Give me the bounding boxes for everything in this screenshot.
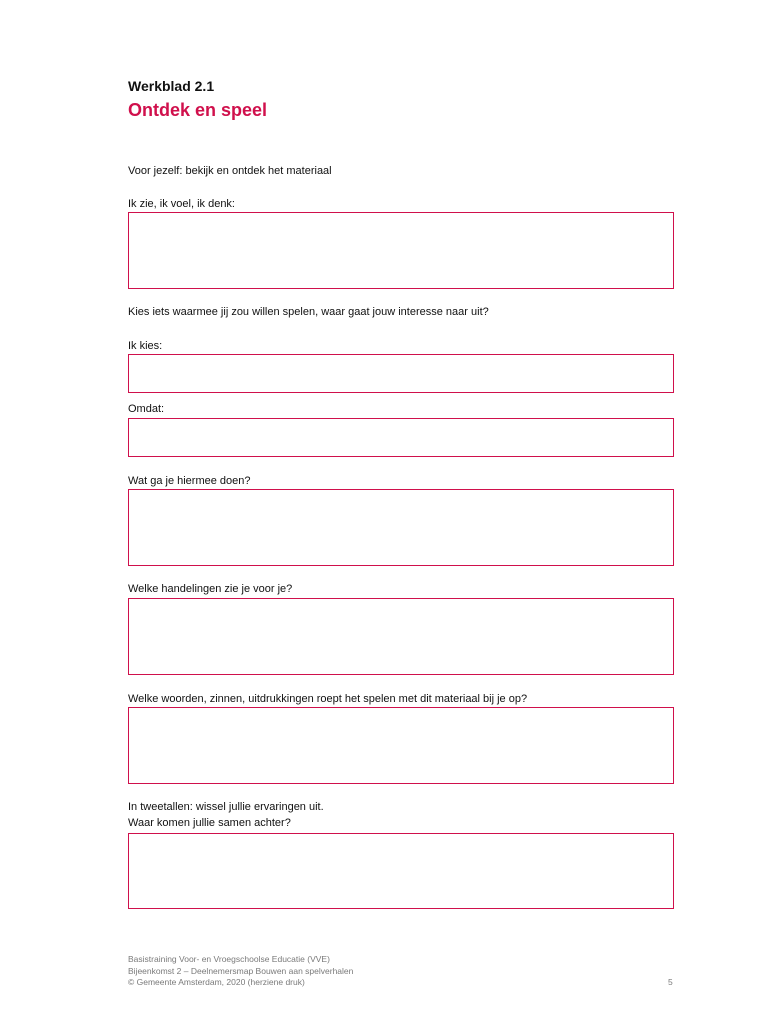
question-label: Wat ga je hiermee doen? [128, 475, 251, 487]
intro-text: Voor jezelf: bekijk en ontdek het materiaal [128, 165, 332, 177]
question-label: Ik zie, ik voel, ik denk: [128, 198, 235, 210]
page-number: 5 [668, 977, 673, 987]
question-label: Welke woorden, zinnen, uitdrukkingen roept het spelen met dit materiaal bij je op? [128, 693, 528, 705]
answer-box-samen[interactable] [128, 833, 674, 909]
question-label: Welke handelingen zie je voor je? [128, 583, 293, 595]
answer-box-ik-zie[interactable] [128, 212, 674, 289]
answer-box-woorden[interactable] [128, 707, 674, 784]
sheet-label: Werkblad 2.1 [128, 78, 215, 94]
answer-box-ik-kies[interactable] [128, 354, 674, 393]
question-label: Ik kies: [128, 340, 163, 352]
question-label: Waar komen jullie samen achter? [128, 817, 291, 829]
answer-box-handelingen[interactable] [128, 598, 674, 675]
footer-copyright: © Gemeente Amsterdam, 2020 (herziene druk) [128, 977, 305, 987]
answer-box-wat-ga-je-doen[interactable] [128, 489, 674, 566]
page-title: Ontdek en speel [128, 100, 268, 120]
question-label: In tweetallen: wissel jullie ervaringen uit. [128, 801, 324, 813]
footer-session: Bijeenkomst 2 – Deelnemersmap Bouwen aan spelverhalen [128, 966, 354, 976]
question-label: Omdat: [128, 403, 165, 415]
answer-box-omdat[interactable] [128, 418, 674, 457]
question-label: Kies iets waarmee jij zou willen spelen, waar gaat jouw interesse naar uit? [128, 306, 489, 318]
footer-course: Basistraining Voor- en Vroegschoolse Educatie (VVE) [128, 954, 330, 964]
